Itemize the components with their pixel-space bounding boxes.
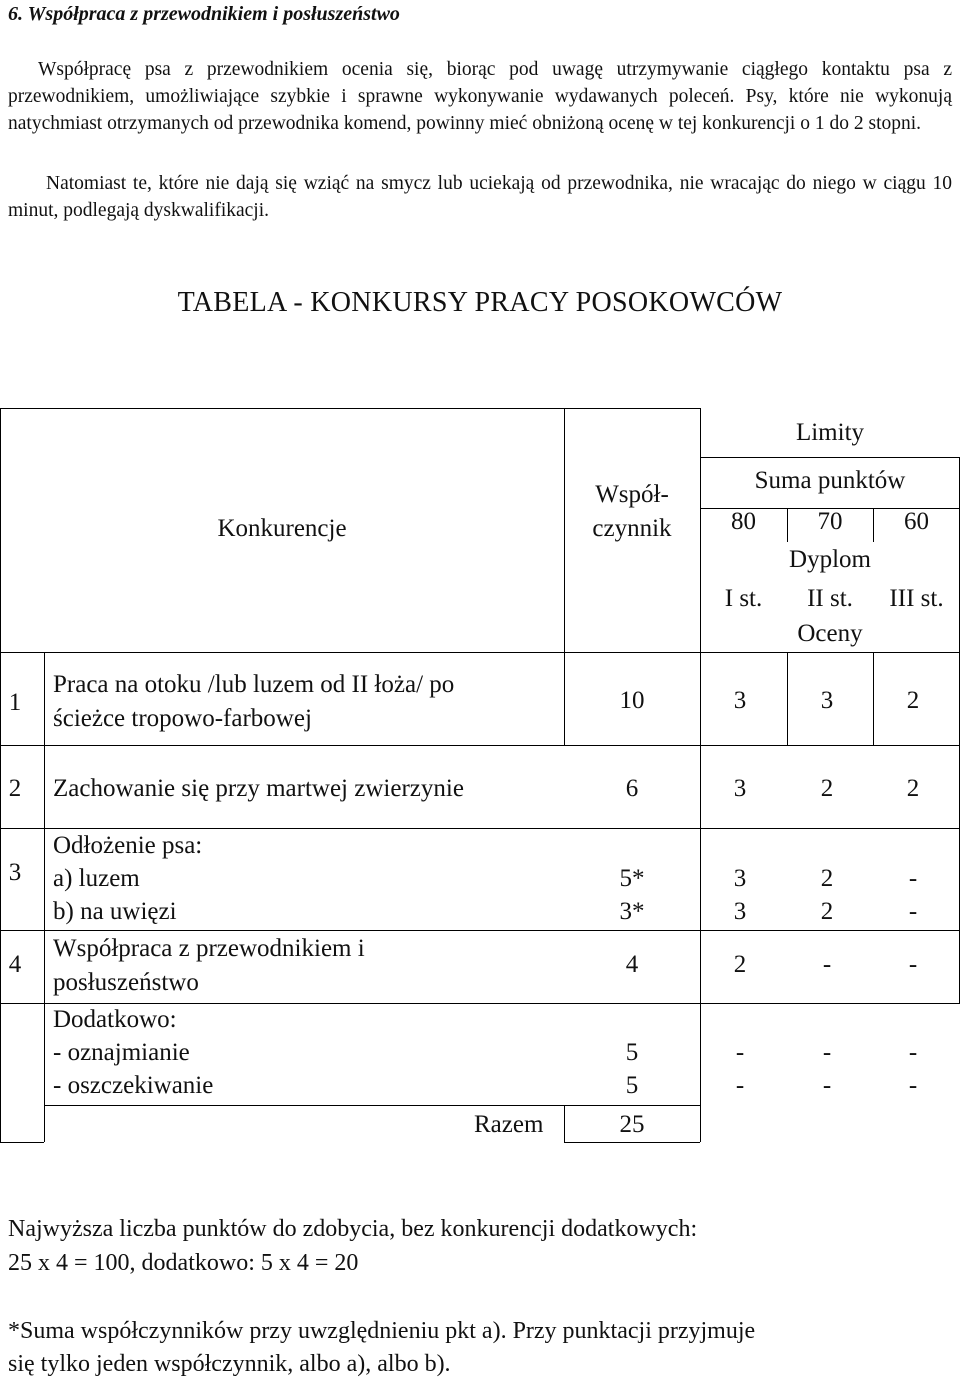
row4-o1: 2 — [733, 951, 747, 978]
table-border-top — [0, 408, 700, 409]
header-oceny: Oceny — [797, 620, 863, 647]
row3-name-line3: b) na uwięzi — [53, 898, 177, 925]
row4-o3: - — [908, 951, 918, 978]
table-rule-row3 — [0, 930, 960, 931]
header-sum-70: 70 — [817, 508, 843, 535]
row5-o1-a: - — [735, 1039, 745, 1066]
row2-coef: 6 — [625, 775, 639, 802]
header-sum-80: 80 — [731, 508, 756, 535]
row5-o2-a: - — [822, 1039, 832, 1066]
row4-num: 4 — [8, 951, 22, 978]
intro-paragraph-1: Współpracę psa z przewodnikiem ocenia się, biorąc pod uwagę utrzymywanie ciągłego kontaktu psa z przewodnikiem, umożliwiające szybkie i sprawne wykonywanie wydawanych poleceń. Psy, które nie wykonują natychmiast otrzymanych od przewodnika komend, powinny mieć obniżoną ocenę w tej konkurencji o 1 do 2 stopni. — [8, 59, 952, 134]
row4-coef: 4 — [625, 951, 639, 978]
header-wspol-line1: Współ- — [595, 481, 669, 508]
row2-name: Zachowanie się przy martwej zwierzynie — [53, 775, 464, 802]
row3-coef-b: 3* — [619, 898, 645, 925]
table-col-oceny-right — [873, 652, 874, 745]
total-label: Razem — [474, 1111, 544, 1138]
row4-o2: - — [822, 951, 832, 978]
row1-o1: 3 — [733, 687, 747, 714]
header-sum-60: 60 — [904, 508, 929, 535]
footnote-line2: się tylko jeden współczynnik, albo a), albo b). — [8, 1351, 451, 1377]
table-rule-limity — [700, 457, 960, 458]
row1-name-line2: ścieżce tropowo-farbowej — [53, 705, 312, 732]
row3-o2-b: 2 — [820, 898, 834, 925]
row4-name-line1: Współpraca z przewodnikiem i — [53, 935, 365, 962]
row2-o1: 3 — [733, 775, 747, 802]
total-value: 25 — [619, 1111, 645, 1138]
table-rule-row5 — [44, 1105, 700, 1106]
row3-o1-a: 3 — [733, 865, 747, 892]
row1-name-line1: Praca na otoku /lub luzem od II łoża/ po — [53, 671, 455, 698]
intro-paragraph-2: Natomiast te, które nie dają się wziąć na smycz lub uciekają od przewodnika, nie wracając do niego w ciągu 10 minut, podlegają dyskwalifikacji. — [8, 173, 952, 221]
row5-o1-b: - — [735, 1072, 745, 1099]
row3-o3-b: - — [908, 898, 918, 925]
row3-coef-a: 5* — [619, 865, 645, 892]
header-degree-3: III st. — [889, 585, 944, 612]
row3-o2-a: 2 — [820, 865, 834, 892]
row5-o3-b: - — [908, 1072, 918, 1099]
table-rule-row1 — [0, 745, 960, 746]
row5-name-line2: - oznajmianie — [53, 1039, 190, 1066]
row3-o3-a: - — [908, 865, 918, 892]
row2-o2: 2 — [820, 775, 834, 802]
table-col-num-right — [44, 652, 45, 1142]
table-rule-bottom-right — [564, 1142, 700, 1143]
row5-o3-a: - — [908, 1039, 918, 1066]
footnote-line1: *Suma współczynników przy uwzględnieniu pkt a). Przy punktacji przyjmuje — [8, 1318, 756, 1344]
row1-num: 1 — [8, 689, 22, 716]
row5-name-line1: Dodatkowo: — [53, 1006, 177, 1033]
row3-num: 3 — [8, 859, 22, 886]
table-col-oceny-left — [787, 652, 788, 745]
table-rule-bottom-left — [0, 1142, 44, 1143]
row1-o3: 2 — [906, 687, 920, 714]
row1-coef: 10 — [619, 687, 645, 714]
row5-o2-b: - — [822, 1072, 832, 1099]
table-title: TABELA - KONKURSY PRACY POSOKOWCÓW — [177, 287, 783, 318]
row5-coef-b: 5 — [625, 1072, 639, 1099]
row3-o1-b: 3 — [733, 898, 747, 925]
row3-name-line1: Odłożenie psa: — [53, 832, 203, 859]
header-suma: Suma punktów — [754, 467, 906, 494]
header-dyplom: Dyplom — [789, 546, 871, 573]
row2-o3: 2 — [906, 775, 920, 802]
row1-o2: 3 — [820, 687, 834, 714]
max-points-line2: 25 x 4 = 100, dodatkowo: 5 x 4 = 20 — [8, 1250, 359, 1276]
section-heading: 6. Współpraca z przewodnikiem i posłuszeństwo — [8, 3, 400, 25]
max-points-line1: Najwyższa liczba punktów do zdobycia, bez konkurencji dodatkowych: — [8, 1216, 698, 1242]
header-limity: Limity — [795, 419, 865, 446]
row5-coef-a: 5 — [625, 1039, 639, 1066]
row5-name-line3: - oszczekiwanie — [53, 1072, 214, 1099]
header-degree-1: I st. — [724, 585, 763, 612]
header-konkurencje: Konkurencje — [217, 515, 347, 542]
table-rule-header-bottom — [0, 652, 960, 653]
row2-num: 2 — [8, 775, 22, 802]
header-wspol-line2: czynnik — [592, 515, 672, 542]
table-col-konk-right-total — [564, 1105, 565, 1142]
row4-name-line2: posłuszeństwo — [53, 969, 199, 996]
row3-name-line2: a) luzem — [53, 865, 140, 892]
header-degree-2: II st. — [807, 585, 853, 612]
table-col-konk-right — [564, 408, 565, 745]
